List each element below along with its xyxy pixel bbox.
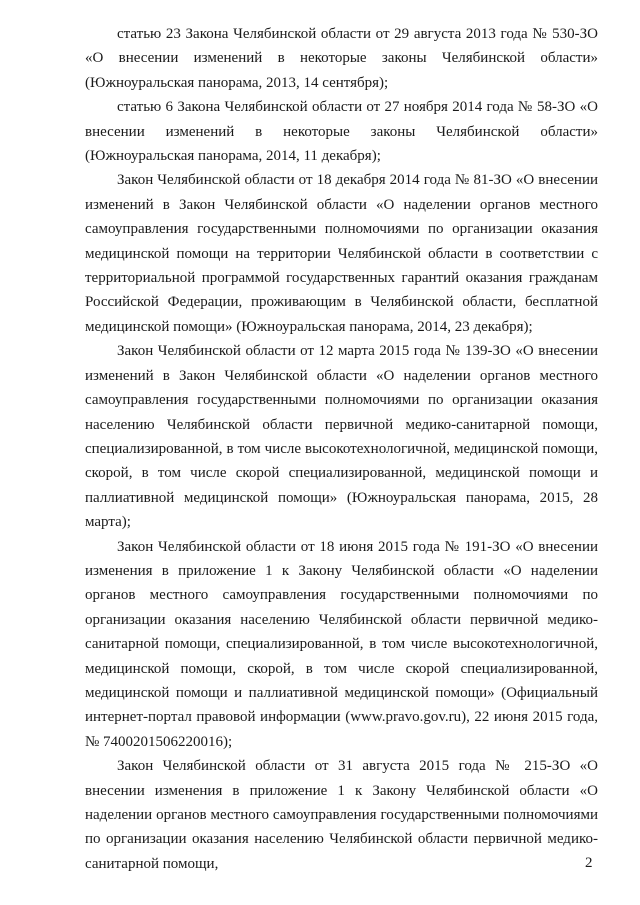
- page-number: 2: [585, 855, 593, 871]
- paragraph-article-23-law-530: статью 23 Закона Челябинской области от 29 августа 2013 года № 530-ЗО «О внесении изменений в некоторые законы Челябинской области» (Южноуральская панорама, 2013, 14 сентября);: [85, 26, 598, 91]
- paragraph-law-81: Закон Челябинской области от 18 декабря 2014 года № 81-ЗО «О внесении изменений в Закон Челябинской области «О наделении органов местного самоуправления государственными полномочиями по организации оказания медицинской помощи на территории Челябинской области в соответствии с территориальной программой государственных гарантий оказания гражданам Российской Федерации, проживающим в Челябинской области, бесплатной медицинской помощи» (Южноуральская панорама, 2014, 23 декабря);: [85, 172, 598, 335]
- paragraph-law-139: Закон Челябинской области от 12 марта 2015 года № 139-ЗО «О внесении изменений в Закон Челябинской области «О наделении органов местного самоуправления государственными полномочиями по организации оказания населению Челябинской области первичной медико-санитарной помощи, специализированной, в том числе высокотехнологичной, медицинской помощи, скорой, в том числе скорой специализированной, медицинской помощи и паллиативной медицинской помощи» (Южноуральская панорама, 2015, 28 марта);: [85, 343, 598, 531]
- paragraph-article-6-law-58: статью 6 Закона Челябинской области от 27 ноября 2014 года № 58-ЗО «О внесении изменений в некоторые законы Челябинской области» (Южноуральская панорама, 2014, 11 декабря);: [85, 99, 598, 165]
- paragraph-law-215: Закон Челябинской области от 31 августа 2015 года № 215-ЗО «О внесении изменения в приложение 1 к Закону Челябинской области «О наделении органов местного самоуправления государственными полномочиями по организации оказания населению Челябинской области первичной медико-санитарной помощи,: [85, 758, 598, 872]
- document-body: [85, 22, 598, 876]
- paragraph-law-191: Закон Челябинской области от 18 июня 2015 года № 191-ЗО «О внесении изменения в приложение 1 к Закону Челябинской области «О наделении органов местного самоуправления государственными полномочиями по организации оказания населению Челябинской области первичной медико-санитарной помощи, специализированной, в том числе высокотехнологичной, медицинской помощи, скорой, в том числе скорой специализированной, медицинской помощи и паллиативной медицинской помощи» (Официальный интернет-портал правовой информации (www.pravo.gov.ru), 22 июня 2015 года, № 7400201506220016);: [85, 538, 598, 750]
